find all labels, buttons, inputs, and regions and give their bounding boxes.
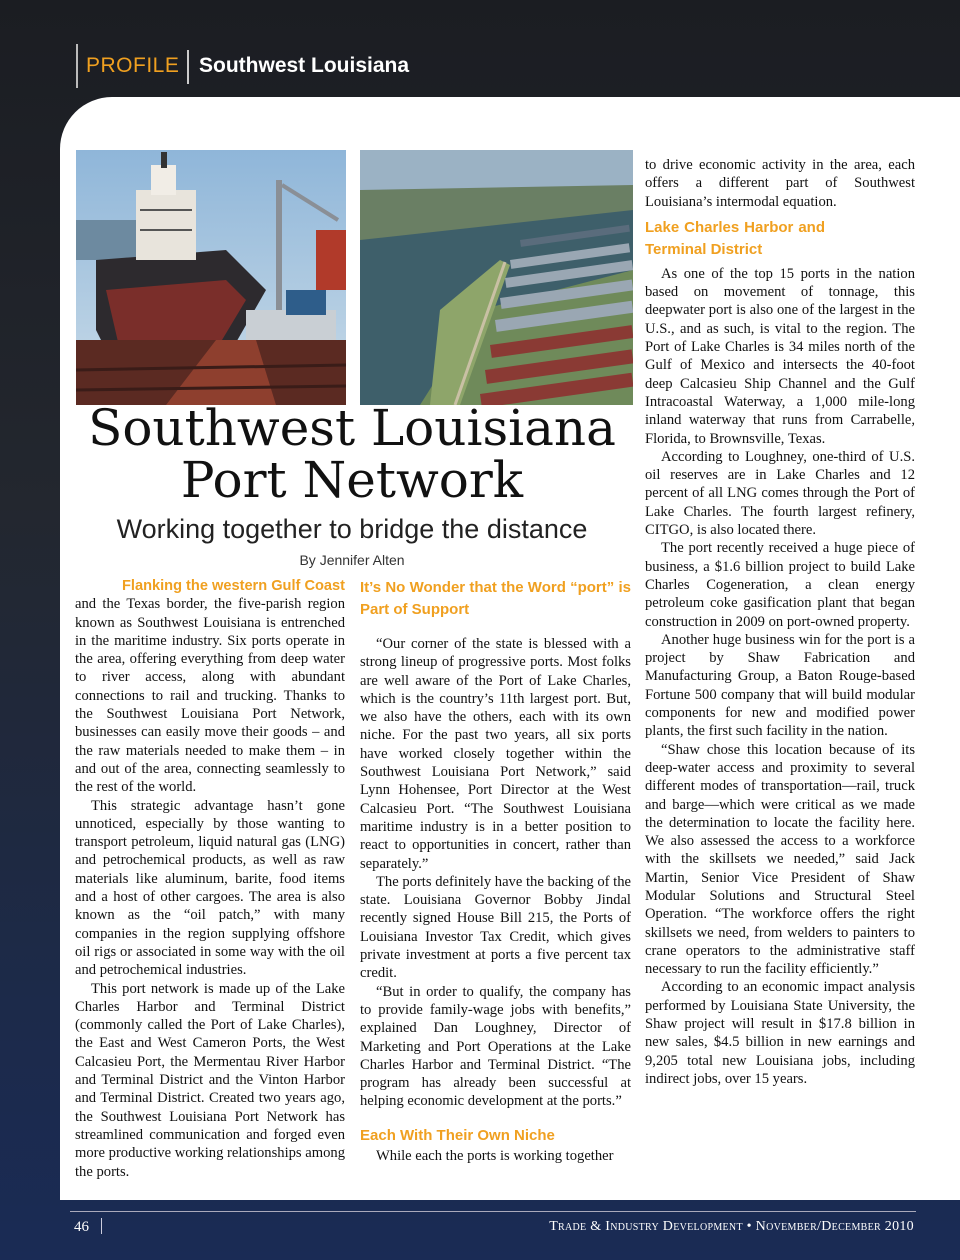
body-paragraph: “Shaw chose this location because of its deep-water access and proximity to several different modes of transportation—rail, truck and barge—which were critical as we made the determination to locate the facility here. We also assessed the access to a workforce with the skillsets we needed,” said Jack Martin, Senior Vice President of Shaw Modular Solutions and Structural Steel Operation. “The workforce offers the right skillsets we need, from welders to painters to crane operators to the administrative staff necessary to run the facility efficiently.” [645,741,915,978]
lead-in: Flanking the western Gulf Coast [122,578,345,594]
article-byline: By Jennifer Alten [299,552,405,568]
lead-paragraph [75,577,345,797]
section-region: Southwest Louisiana [199,54,410,77]
title-line-1: Southwest Louisiana [88,399,616,457]
page-footer [0,1205,960,1245]
subhead-port-support: It’s No Wonder that the Word “port” is Part of Support [360,579,631,618]
body-paragraph: According to Loughney, one-third of U.S. oil reserves are in Lake Charles and 12 percent of all LNG comes through the Port of Lake Charles. The fourth largest refinery, CITGO, is also located there. [645,448,915,539]
header-rule [76,44,78,88]
footer-tick [101,1218,102,1234]
body-paragraph: As one of the top 15 ports in the nation based on movement of tonnage, this deepwater port is also one of the largest in the U.S., and as such, is vital to the region. The Port of Lake Charles is 34 miles north of the Gulf of Mexico and intersects the 40-foot deep Calcasieu Ship Channel and the Gulf Intracoastal Waterway, a 1,000 mile-long inland waterway that runs from Carrabelle, Florida, to Brownsville, Texas. [645,265,915,447]
subhead-own-niche: Each With Their Own Niche [360,1126,555,1144]
footer-rule [70,1211,916,1212]
body-paragraph: The port recently received a huge piece of business, a $1.6 billion project to build Lake Charles Cogeneration, a clean energy petroleum coke gasification plant that began construction in 2009 on port-owned property. [645,540,915,630]
section-header [0,0,960,100]
page-number: 46 [74,1219,89,1235]
column-2 [360,577,631,1165]
body-paragraph: This strategic advantage hasn’t gone unnoticed, especially by those wanting to transport petroleum, liquid natural gas (LNG) and petrochemical products, as well as raw materials like aluminum, barite, food items and a host of other cargoes. The area is also known as the “oil patch,” with many companies in the region supplying offshore oil rigs or associated in some way with the oil and petrochemical industries. [75,797,345,979]
header-divider [187,50,189,84]
body-paragraph: “Our corner of the state is blessed with a strong lineup of progressive ports. Most folks are well aware of the Port of Lake Charles, which is the country’s 11th largest port. But, we also have the others, each with its own niche. For the past two years, all six ports have worked closely together within the Southwest Louisiana Port Network,” said Lynn Hohensee, Port Director at the West Calcasieu Port. “The Southwest Louisiana maritime industry is in a better position to react to opportunities in concert, rather than separately.” [360,636,631,872]
column-1 [75,577,345,1181]
body-paragraph: Another huge business win for the port is a project by Shaw Fabrication and Manufacturing Group, a Baton Rouge-based Fortune 500 company that will build modular components for new and modified power plants, the first such facility in the nation. [645,631,915,740]
article-title [70,399,634,509]
body-paragraph: to drive economic activity in the area, each offers a different part of Southwest Louisiana’s intermodal equation. [645,157,915,210]
body-paragraph: While each the ports is working together [376,1147,614,1164]
magazine-credit: Trade & Industry Development • November/December 2010 [549,1219,914,1234]
title-line-2: Port Network [180,451,524,509]
body-paragraph: “But in order to qualify, the company has to provide family-wage jobs with benefits,” explained Dan Loughney, Director of Marketing and Port Operations at the Lake Charles Harbor and Terminal District. “The program has already been successful at helping economic development at the ports.” [360,983,631,1110]
body-paragraph: This port network is made up of the Lake Charles Harbor and Terminal District (commonly called the Port of Lake Charles), the East and West Cameron Ports, the West Calcasieu Port, the Mermentau River Harbor and Terminal District and the Vinton Harbor and Terminal District. Created two years ago, the Southwest Louisiana Port Network has streamlined communication and forged even more productive working relationships among the ports. [75,980,345,1180]
column-3 [645,156,915,1088]
section-label: PROFILE [86,54,180,77]
article-subtitle: Working together to bridge the distance [116,514,588,544]
ship-photo [76,150,346,405]
body-paragraph: The ports definitely have the backing of the state. Louisiana Governor Bobby Jindal recently signed House Bill 215, the Ports of Louisiana Investor Tax Credit, which gives private investment at ports a five percent tax credit. [360,873,631,982]
lead-body: and the Texas border, the five-parish region known as Southwest Louisiana is entrenched in the maritime industry. Six ports operate in the area, offering everything from deep water to river access, along with abundant connections to rail and trucking. Thanks to the Southwest Louisiana Port Network, businesses can easily move their goods – and the raw materials needed to make them – in and out of the area, connecting seamlessly to the rest of the world. [75,596,345,796]
body-paragraph: According to an economic impact analysis performed by Louisiana State University, the Shaw project will result in $17.8 billion in new sales, $4.5 billion in new earnings and 9,205 total new Louisiana jobs, including indirect jobs, over 15 years. [645,979,915,1087]
subhead-lake-charles: Lake Charles Harbor and Terminal District [645,218,825,258]
barges-aerial-photo [360,150,633,405]
